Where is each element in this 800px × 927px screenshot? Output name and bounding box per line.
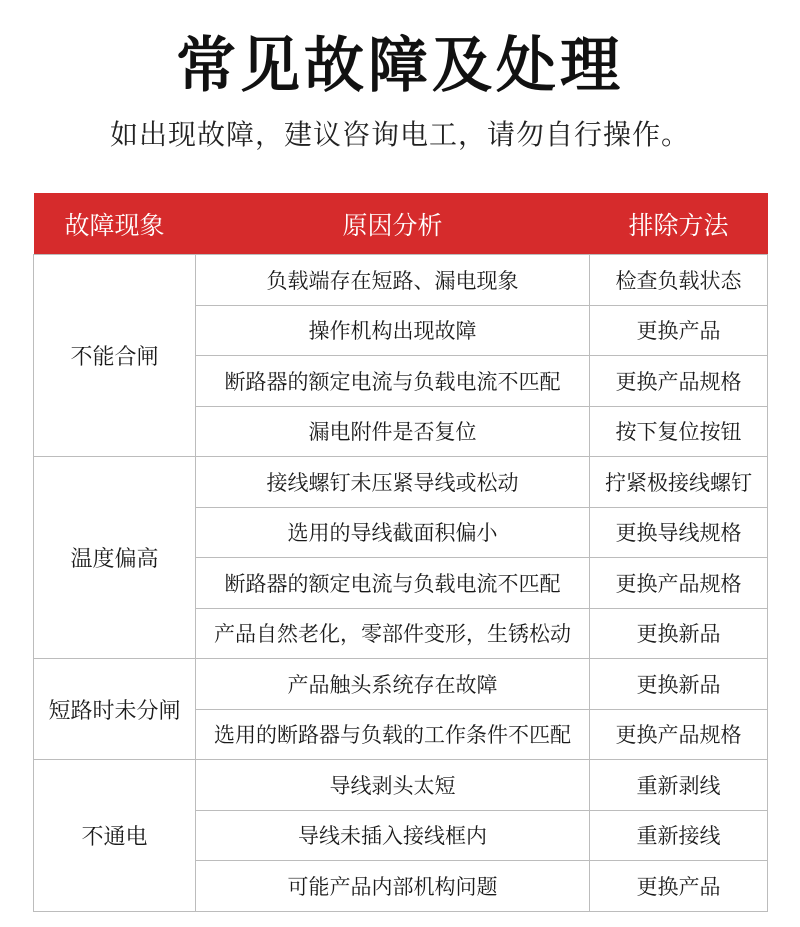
- fix-cell: 重新接线: [590, 810, 768, 861]
- header-cause: 原因分析: [196, 193, 590, 255]
- cause-cell: 选用的导线截面积偏小: [196, 507, 590, 558]
- page-title: 常见故障及处理: [176, 31, 624, 101]
- fault-table: [33, 193, 768, 912]
- fix-cell: 更换产品: [590, 305, 768, 356]
- table-header-row: [34, 193, 768, 255]
- table-row: [34, 659, 768, 710]
- cause-cell: 断路器的额定电流与负载电流不匹配: [196, 558, 590, 609]
- cause-cell: 选用的断路器与负载的工作条件不匹配: [196, 709, 590, 760]
- cause-cell: 可能产品内部机构问题: [196, 861, 590, 912]
- cause-cell: 断路器的额定电流与负载电流不匹配: [196, 356, 590, 407]
- header-symptom: 故障现象: [34, 193, 196, 255]
- table-row: [34, 457, 768, 508]
- fix-cell: 拧紧极接线螺钉: [590, 457, 768, 508]
- page-subtitle: 如出现故障，建议咨询电工，请勿自行操作。: [109, 118, 690, 151]
- fix-cell: 更换产品规格: [590, 709, 768, 760]
- cause-cell: 接线螺钉未压紧导线或松动: [196, 457, 590, 508]
- fix-cell: 更换新品: [590, 608, 768, 659]
- cause-cell: 导线未插入接线框内: [196, 810, 590, 861]
- fix-cell: 检查负载状态: [590, 255, 768, 306]
- header-fix: 排除方法: [590, 193, 768, 255]
- symptom-cell: 不能合闸: [34, 255, 196, 457]
- cause-cell: 操作机构出现故障: [196, 305, 590, 356]
- fix-cell: 按下复位按钮: [590, 406, 768, 457]
- cause-cell: 漏电附件是否复位: [196, 406, 590, 457]
- cause-cell: 导线剥头太短: [196, 760, 590, 811]
- cause-cell: 负载端存在短路、漏电现象: [196, 255, 590, 306]
- fix-cell: 更换产品规格: [590, 356, 768, 407]
- fix-cell: 更换导线规格: [590, 507, 768, 558]
- table-row: [34, 255, 768, 306]
- symptom-cell: 温度偏高: [34, 457, 196, 659]
- symptom-cell: 不通电: [34, 760, 196, 912]
- fix-cell: 更换新品: [590, 659, 768, 710]
- cause-cell: 产品自然老化，零部件变形，生锈松动: [196, 608, 590, 659]
- fix-cell: 重新剥线: [590, 760, 768, 811]
- symptom-cell: 短路时未分闸: [34, 659, 196, 760]
- fix-cell: 更换产品: [590, 861, 768, 912]
- cause-cell: 产品触头系统存在故障: [196, 659, 590, 710]
- fix-cell: 更换产品规格: [590, 558, 768, 609]
- table-row: [34, 760, 768, 811]
